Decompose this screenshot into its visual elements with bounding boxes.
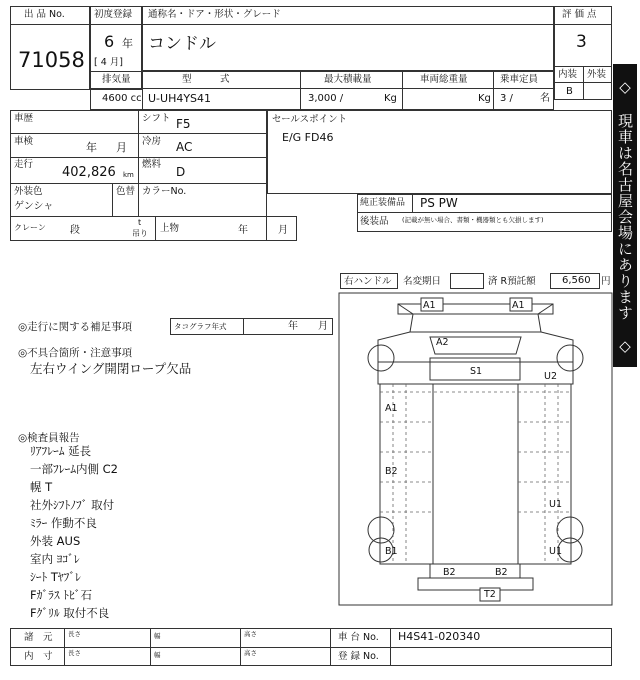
car-name: コンドル [148,34,216,54]
inner-dims-label: 内 寸 [24,651,53,662]
inspector-label: ◎検査員報告 [18,432,80,444]
inspection-month: 月 [116,141,127,154]
damage-mark: A2 [436,337,449,348]
max-load: 3,000 / [308,93,344,104]
inspector-line: 社外ｼﾌﾄﾉﾌﾞ 取付 [30,498,115,512]
chassis-number: H4S41-020340 [398,630,481,643]
damage-mark: B2 [443,567,456,578]
sales-point-text: E/G FD46 [282,131,334,144]
ext-color-label: 外装色 [14,186,43,197]
reg-month: [ 4 月] [94,57,123,68]
displacement-label: 排気量 [102,74,131,85]
damage-mark: U2 [544,371,557,382]
running-notes-label: ◎走行に関する補足事項 [18,321,133,333]
width-label-2: 幅 [154,651,161,659]
crane-stage: 段 [70,225,80,236]
model-label: 型 式 [182,74,230,85]
capacity-label: 乗車定員 [500,74,539,85]
retrofit-label: 後装品 [360,216,389,227]
inspector-line: 幌 T [30,480,53,494]
car-name-label: 通称名・ドア・形状・グレード [148,9,281,20]
damage-mark: U1 [549,499,562,510]
gross-weight-unit: Kg [478,93,491,104]
displacement: 4600 cc [102,93,142,104]
length-label-2: 長さ [68,649,81,657]
inspector-line: ﾐﾗｰ 作動不良 [30,516,97,530]
inspector-line: 一部ﾌﾚｰﾑ内側 C2 [30,462,119,476]
top-body-year: 年 [238,225,248,236]
ac-value: AC [176,140,193,154]
height-label: 高さ [244,630,257,638]
width-label: 幅 [154,632,161,640]
mileage-unit: km [123,171,134,179]
location-sidebar: ◇ 現車は名古屋会場にあります ◇ [613,64,637,367]
specs-label: 諸 元 [24,632,53,643]
retrofit-note: (記載が無い場合、書類・機器類とも欠損します) [402,216,544,224]
height-label-2: 高さ [244,649,257,657]
sales-point-label: セールスポイント [272,114,348,125]
lot-number: 71058 [18,48,85,72]
defects-text: 左右ウイング開閉ロープ欠品 [30,361,192,376]
first-reg-label: 初度登録 [94,9,133,20]
damage-mark: B2 [495,567,508,578]
interior-grade: B [566,86,573,97]
damage-mark: B1 [385,546,398,557]
crane-label: クレーン [14,223,46,232]
interior-label: 内装 [558,69,578,80]
shift-value: F5 [176,117,191,131]
top-body-month: 月 [278,225,288,236]
equipment-label: 純正装備品 [360,198,406,208]
damage-mark: A1 [423,300,436,311]
inspector-line: Fｸﾞﾘﾙ 取付不良 [30,606,110,620]
inspector-line: ｼｰﾄ Tﾔﾌﾞﾚ [30,570,81,584]
model-code: U-UH4YS41 [148,92,212,105]
capacity: 3 / [500,93,513,104]
damage-mark: B2 [385,466,398,477]
color-code-label: カラーNo. [142,186,187,197]
length-label: 長さ [68,630,81,638]
right-hand-label: 右ハンドル [344,276,392,287]
tacho-year: 年 [288,321,298,332]
name-change-field [450,273,484,289]
color-change-label: 色替 [116,186,136,197]
crane-lift: 吊り [132,229,148,238]
recycle-unit: 円 [601,276,611,287]
inspection-label: 車検 [14,136,34,147]
max-load-unit: Kg [384,93,397,104]
capacity-unit: 名 [540,93,550,104]
fuel-label: 燃料 [142,159,162,170]
history-label: 車歴 [14,113,34,124]
inspector-line: Fｶﾞﾗｽ ﾄﾋﾞ石 [30,588,93,602]
recycle-amount: 6,560 [562,275,591,286]
damage-mark: A1 [512,300,525,311]
tacho-label: タコグラフ年式 [174,322,227,331]
defects-label: ◎不具合箇所・注意事項 [18,347,133,359]
top-body-label: 上物 [160,223,180,234]
reg-year: 6 [104,32,115,51]
rating-value: 3 [576,32,587,52]
mileage-label: 走行 [14,159,34,170]
recycle-label: 済 R預託額 [488,276,536,287]
fuel-value: D [176,165,186,179]
max-load-label: 最大積載量 [324,74,372,85]
inspector-line: ﾘｱﾌﾚｰﾑ 延長 [30,444,92,458]
inspector-line: 室内 ﾖｺﾞﾚ [30,552,80,566]
reg-year-unit: 年 [122,37,133,50]
damage-mark: U1 [549,546,562,557]
damage-mark: S1 [470,366,483,377]
chassis-label: 車 台 No. [338,632,379,643]
rating-label: 評 価 点 [562,9,597,20]
gross-weight-label: 車両総重量 [420,74,468,85]
damage-mark: A1 [385,403,398,414]
shift-label: シフト [142,113,171,124]
crane-ton: t [138,218,142,227]
registration-label: 登 録 No. [338,651,379,662]
ac-label: 冷房 [142,136,162,147]
equipment-value: PS PW [420,196,458,210]
exterior-label: 外装 [587,69,607,80]
ext-color-value: ゲンシャ [14,201,54,212]
inspector-line: 外装 AUS [30,534,81,548]
mileage-value: 402,826 [62,165,116,180]
damage-mark: T2 [484,589,496,600]
name-change-label: 名変期日 [403,276,442,287]
truck-damage-diagram [338,292,613,606]
inspection-year: 年 [86,141,97,154]
tacho-month: 月 [318,321,328,332]
lot-label: 出 品 No. [24,9,65,20]
